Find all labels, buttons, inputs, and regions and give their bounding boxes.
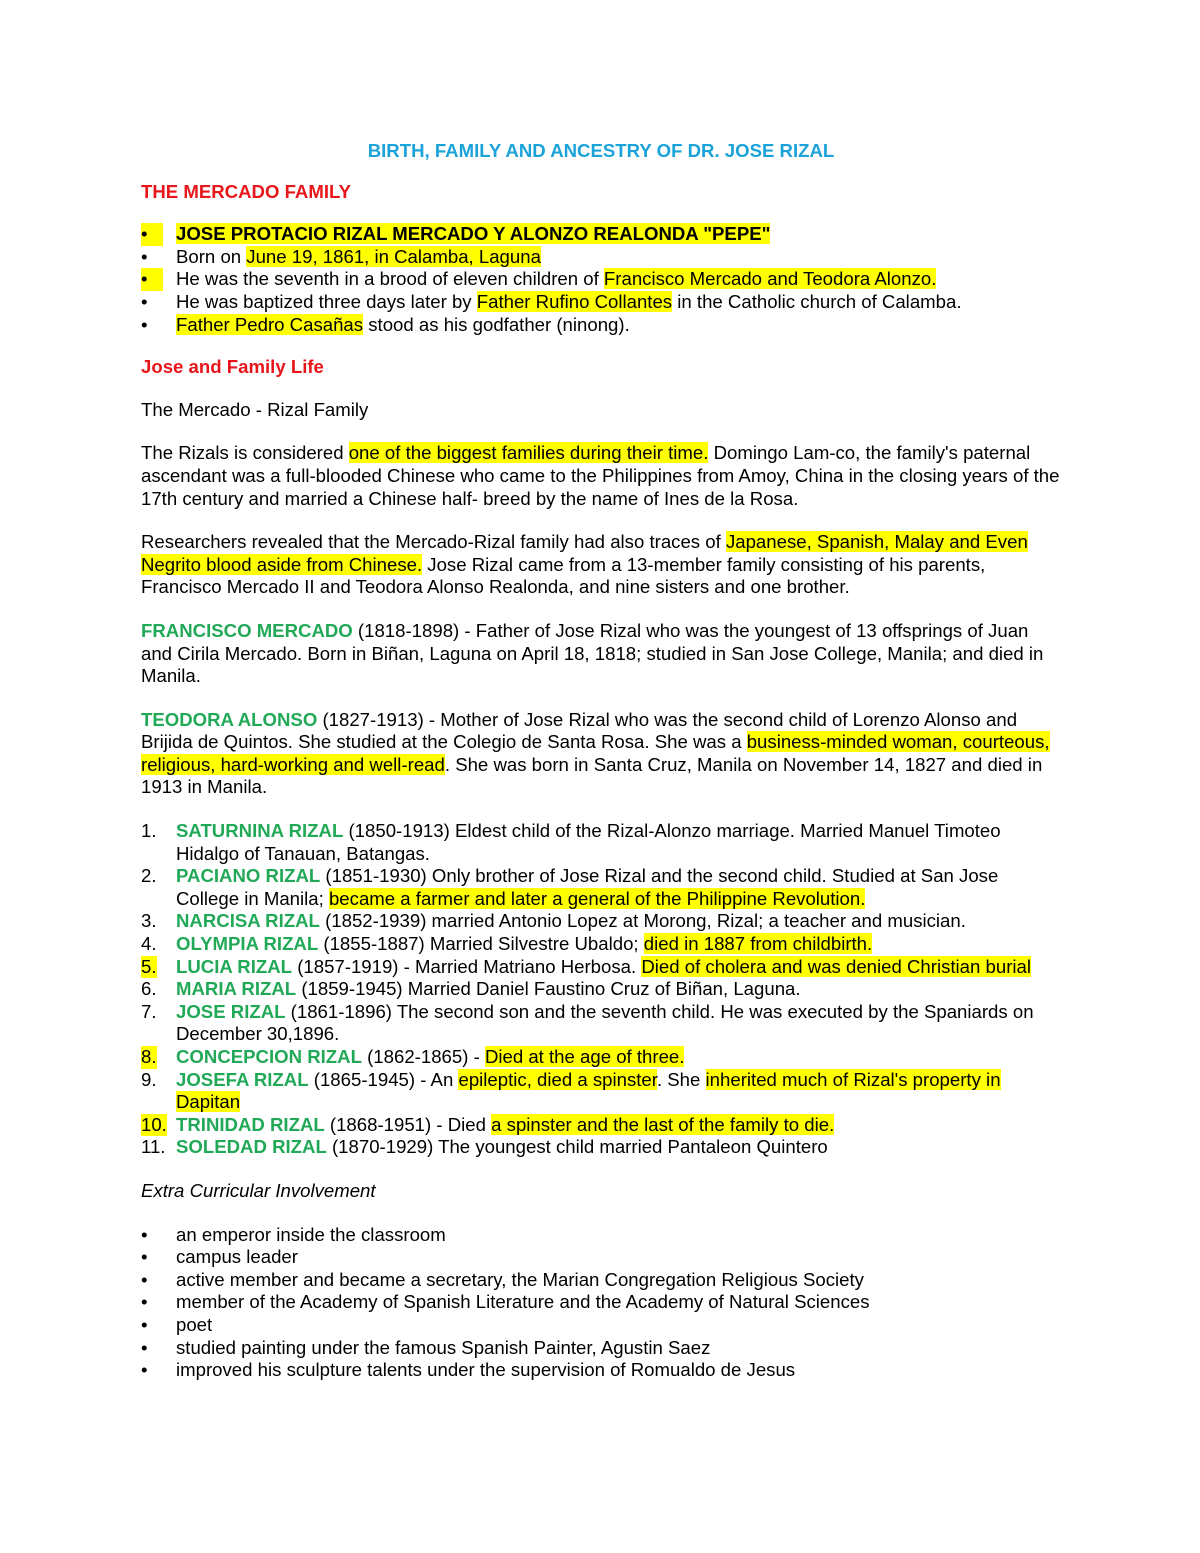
bullet-text: poet xyxy=(176,1313,213,1335)
bullet-text: stood as his godfather (ninong). xyxy=(363,313,630,335)
list-item xyxy=(141,910,1061,933)
bullet-icon: • xyxy=(141,1291,148,1313)
person-name: LUCIA RIZAL xyxy=(176,955,293,977)
paragraph-rizal-family xyxy=(141,442,1061,510)
person-name: TEODORA ALONSO xyxy=(141,708,318,730)
person-name: MARIA RIZAL xyxy=(176,978,297,1000)
person-name: PACIANO RIZAL xyxy=(176,865,321,887)
highlighted-text: Died at the age of three. xyxy=(484,1046,685,1067)
highlighted-text: died in 1887 from childbirth. xyxy=(643,933,873,955)
list-number: 1. xyxy=(141,820,157,842)
list-number: 6. xyxy=(141,978,157,1000)
list-number: 4. xyxy=(141,933,157,955)
bullet-text: an emperor inside the classroom xyxy=(176,1223,446,1245)
list-item xyxy=(141,1337,1061,1360)
bullet-icon: • xyxy=(141,223,163,246)
item-text: (1870-1929) The youngest child married Pantaleon Quintero xyxy=(326,1136,828,1158)
list-item xyxy=(141,820,1061,865)
bullet-icon: • xyxy=(141,1268,148,1290)
bullet-text: member of the Academy of Spanish Literature and the Academy of Natural Sciences xyxy=(176,1291,870,1313)
item-text: . She xyxy=(656,1068,706,1090)
intro-bullet-list xyxy=(141,223,1061,336)
bullet-text: JOSE PROTACIO RIZAL MERCADO Y ALONZO REALONDA "PEPE" xyxy=(176,223,771,245)
list-item xyxy=(141,1136,1061,1159)
list-item xyxy=(141,1224,1061,1247)
bullet-text: active member and became a secretary, the Marian Congregation Religious Society xyxy=(176,1268,864,1290)
paragraph-text: (1818-1898) - Father of Jose Rizal who was the youngest of 13 offsprings of Juan and Cirila Mercado. Born in Biñan, Laguna on April 18, 1818; studied in San Jose College, Manila; and died in Manila. xyxy=(141,619,1044,687)
children-list xyxy=(141,820,1061,1159)
list-number: 10. xyxy=(141,1113,167,1135)
person-name: CONCEPCION RIZAL xyxy=(176,1046,362,1067)
item-text: (1865-1945) - An xyxy=(308,1068,459,1090)
bullet-icon: • xyxy=(141,1359,148,1381)
list-item xyxy=(141,956,1061,979)
list-item xyxy=(141,1069,1061,1114)
item-text: (1857-1919) - Married Matriano Herbosa. xyxy=(292,955,642,977)
item-text: (1862-1865) - xyxy=(361,1046,485,1067)
item-text: (1859-1945) Married Daniel Faustino Cruz of Biñan, Laguna. xyxy=(296,978,801,1000)
bullet-icon: • xyxy=(141,268,163,291)
item-text: (1868-1951) - Died xyxy=(324,1113,492,1135)
list-item xyxy=(141,1291,1061,1314)
bullet-text: in the Catholic church of Calamba. xyxy=(672,290,962,312)
highlighted-text: Died of cholera and was denied Christian burial xyxy=(641,955,1032,977)
person-name: JOSE RIZAL xyxy=(176,1000,286,1022)
list-item xyxy=(141,1269,1061,1292)
paragraph-text: . She was born in Santa Cruz, Manila on November 14, 1827 and died in 1913 in Manila. xyxy=(141,753,1043,798)
list-item xyxy=(141,246,1061,269)
paragraph-text: The Rizals is considered xyxy=(141,442,349,464)
list-number: 3. xyxy=(141,910,157,932)
person-name: SOLEDAD RIZAL xyxy=(176,1136,327,1158)
paragraph-text: Jose Rizal came from a 13-member family consisting of his parents, Francisco Mercado II and Teodora Alonso Realonda, and nine sisters and one brother. xyxy=(141,553,986,598)
document-body xyxy=(141,140,1061,1402)
person-name: SATURNINA RIZAL xyxy=(176,820,344,842)
section-heading-extra: Extra Curricular Involvement xyxy=(141,1179,376,1201)
paragraph-teodora xyxy=(141,709,1061,799)
list-number: 5. xyxy=(141,955,157,977)
list-item xyxy=(141,291,1061,314)
item-text: (1850-1913) Eldest child of the Rizal-Alonzo marriage. Married Manuel Timoteo Hidalgo of Tanauan, Batangas. xyxy=(176,820,1001,864)
item-text: (1861-1896) The second son and the seventh child. He was executed by the Spaniards on December 30,1896. xyxy=(176,1000,1034,1045)
paragraph-ancestry xyxy=(141,531,1061,599)
highlighted-text: Father Rufino Collantes xyxy=(476,290,673,312)
highlighted-text: epileptic, died a spinster xyxy=(458,1068,657,1090)
bullet-text: studied painting under the famous Spanish Painter, Agustin Saez xyxy=(176,1336,711,1358)
bullet-icon: • xyxy=(141,1313,148,1335)
highlighted-text: Japanese, Spanish, Malay and Even Negrito blood aside from Chinese. xyxy=(141,531,1028,575)
highlighted-text: a spinster and the last of the family to die. xyxy=(491,1113,835,1135)
person-name: OLYMPIA RIZAL xyxy=(176,933,319,955)
list-item xyxy=(141,1046,1061,1069)
person-name: NARCISA RIZAL xyxy=(176,910,320,932)
list-item xyxy=(141,933,1061,956)
list-item xyxy=(141,1314,1061,1337)
paragraph-francisco xyxy=(141,620,1061,688)
item-text: (1852-1939) married Antonio Lopez at Morong, Rizal; a teacher and musician. xyxy=(319,910,966,932)
list-number: 2. xyxy=(141,865,157,887)
extra-curricular-list xyxy=(141,1224,1061,1382)
paragraph-text: Domingo Lam-co, the family's paternal ascendant was a full-blooded Chinese who came to the Philippines from Amoy, China in the closing years of the 17th century and married a Chinese half- breed by the name of Ines de la Rosa. xyxy=(141,442,1060,509)
bullet-icon: • xyxy=(141,1246,148,1268)
person-name: TRINIDAD RIZAL xyxy=(176,1113,325,1135)
person-name: FRANCISCO MERCADO xyxy=(141,619,353,641)
list-number: 9. xyxy=(141,1068,157,1090)
bullet-text: He was baptized three days later by xyxy=(176,290,477,312)
highlighted-text: one of the biggest families during their time. xyxy=(348,442,709,464)
bullet-text: He was the seventh in a brood of eleven children of xyxy=(176,268,604,290)
list-number: 7. xyxy=(141,1000,157,1022)
bullet-text: improved his sculpture talents under the supervision of Romualdo de Jesus xyxy=(176,1359,796,1381)
bullet-text: Born on xyxy=(176,245,247,267)
bullet-icon: • xyxy=(141,1223,148,1245)
family-subtitle: The Mercado - Rizal Family xyxy=(141,398,369,420)
highlighted-text: became a farmer and later a general of the Philippine Revolution. xyxy=(328,887,866,909)
list-item xyxy=(141,1246,1061,1269)
paragraph-text: (1827-1913) - Mother of Jose Rizal who was the second child of Lorenzo Alonso and Brijida de Quintos. She studied at the Colegio de Santa Rosa. She was a xyxy=(141,708,1018,753)
section-heading-mercado: THE MERCADO FAMILY xyxy=(141,180,352,202)
list-number: 8. xyxy=(141,1046,157,1067)
list-item xyxy=(141,1359,1061,1382)
person-name: JOSEFA RIZAL xyxy=(176,1068,309,1090)
list-item xyxy=(141,314,1061,337)
list-item xyxy=(141,865,1061,910)
highlighted-text: business-minded woman, courteous, religious, hard-working and well-read xyxy=(141,731,1050,775)
list-item xyxy=(141,978,1061,1001)
highlighted-text: inherited much of Rizal's property in Dapitan xyxy=(176,1068,1001,1113)
section-heading-family-life: Jose and Family Life xyxy=(141,356,324,378)
list-number: 11. xyxy=(141,1136,166,1158)
bullet-icon: • xyxy=(141,245,148,267)
bullet-icon: • xyxy=(141,1336,148,1358)
list-item xyxy=(141,268,1061,291)
highlighted-text: June 19, 1861, in Calamba, Laguna xyxy=(246,245,541,267)
bullet-text: campus leader xyxy=(176,1246,298,1268)
highlighted-text: Father Pedro Casañas xyxy=(176,313,364,335)
document-title: BIRTH, FAMILY AND ANCESTRY OF DR. JOSE RIZAL xyxy=(367,140,835,161)
item-text: (1855-1887) Married Silvestre Ubaldo; xyxy=(318,933,644,955)
list-item xyxy=(141,1114,1061,1137)
list-item xyxy=(141,223,1061,246)
list-item xyxy=(141,1001,1061,1046)
bullet-icon: • xyxy=(141,313,148,335)
highlighted-text: Francisco Mercado and Teodora Alonzo. xyxy=(603,268,937,290)
paragraph-text: Researchers revealed that the Mercado-Rizal family had also traces of xyxy=(141,531,726,553)
bullet-icon: • xyxy=(141,290,148,312)
item-text: (1851-1930) Only brother of Jose Rizal and the second child. Studied at San Jose College in Manila; xyxy=(176,865,999,909)
